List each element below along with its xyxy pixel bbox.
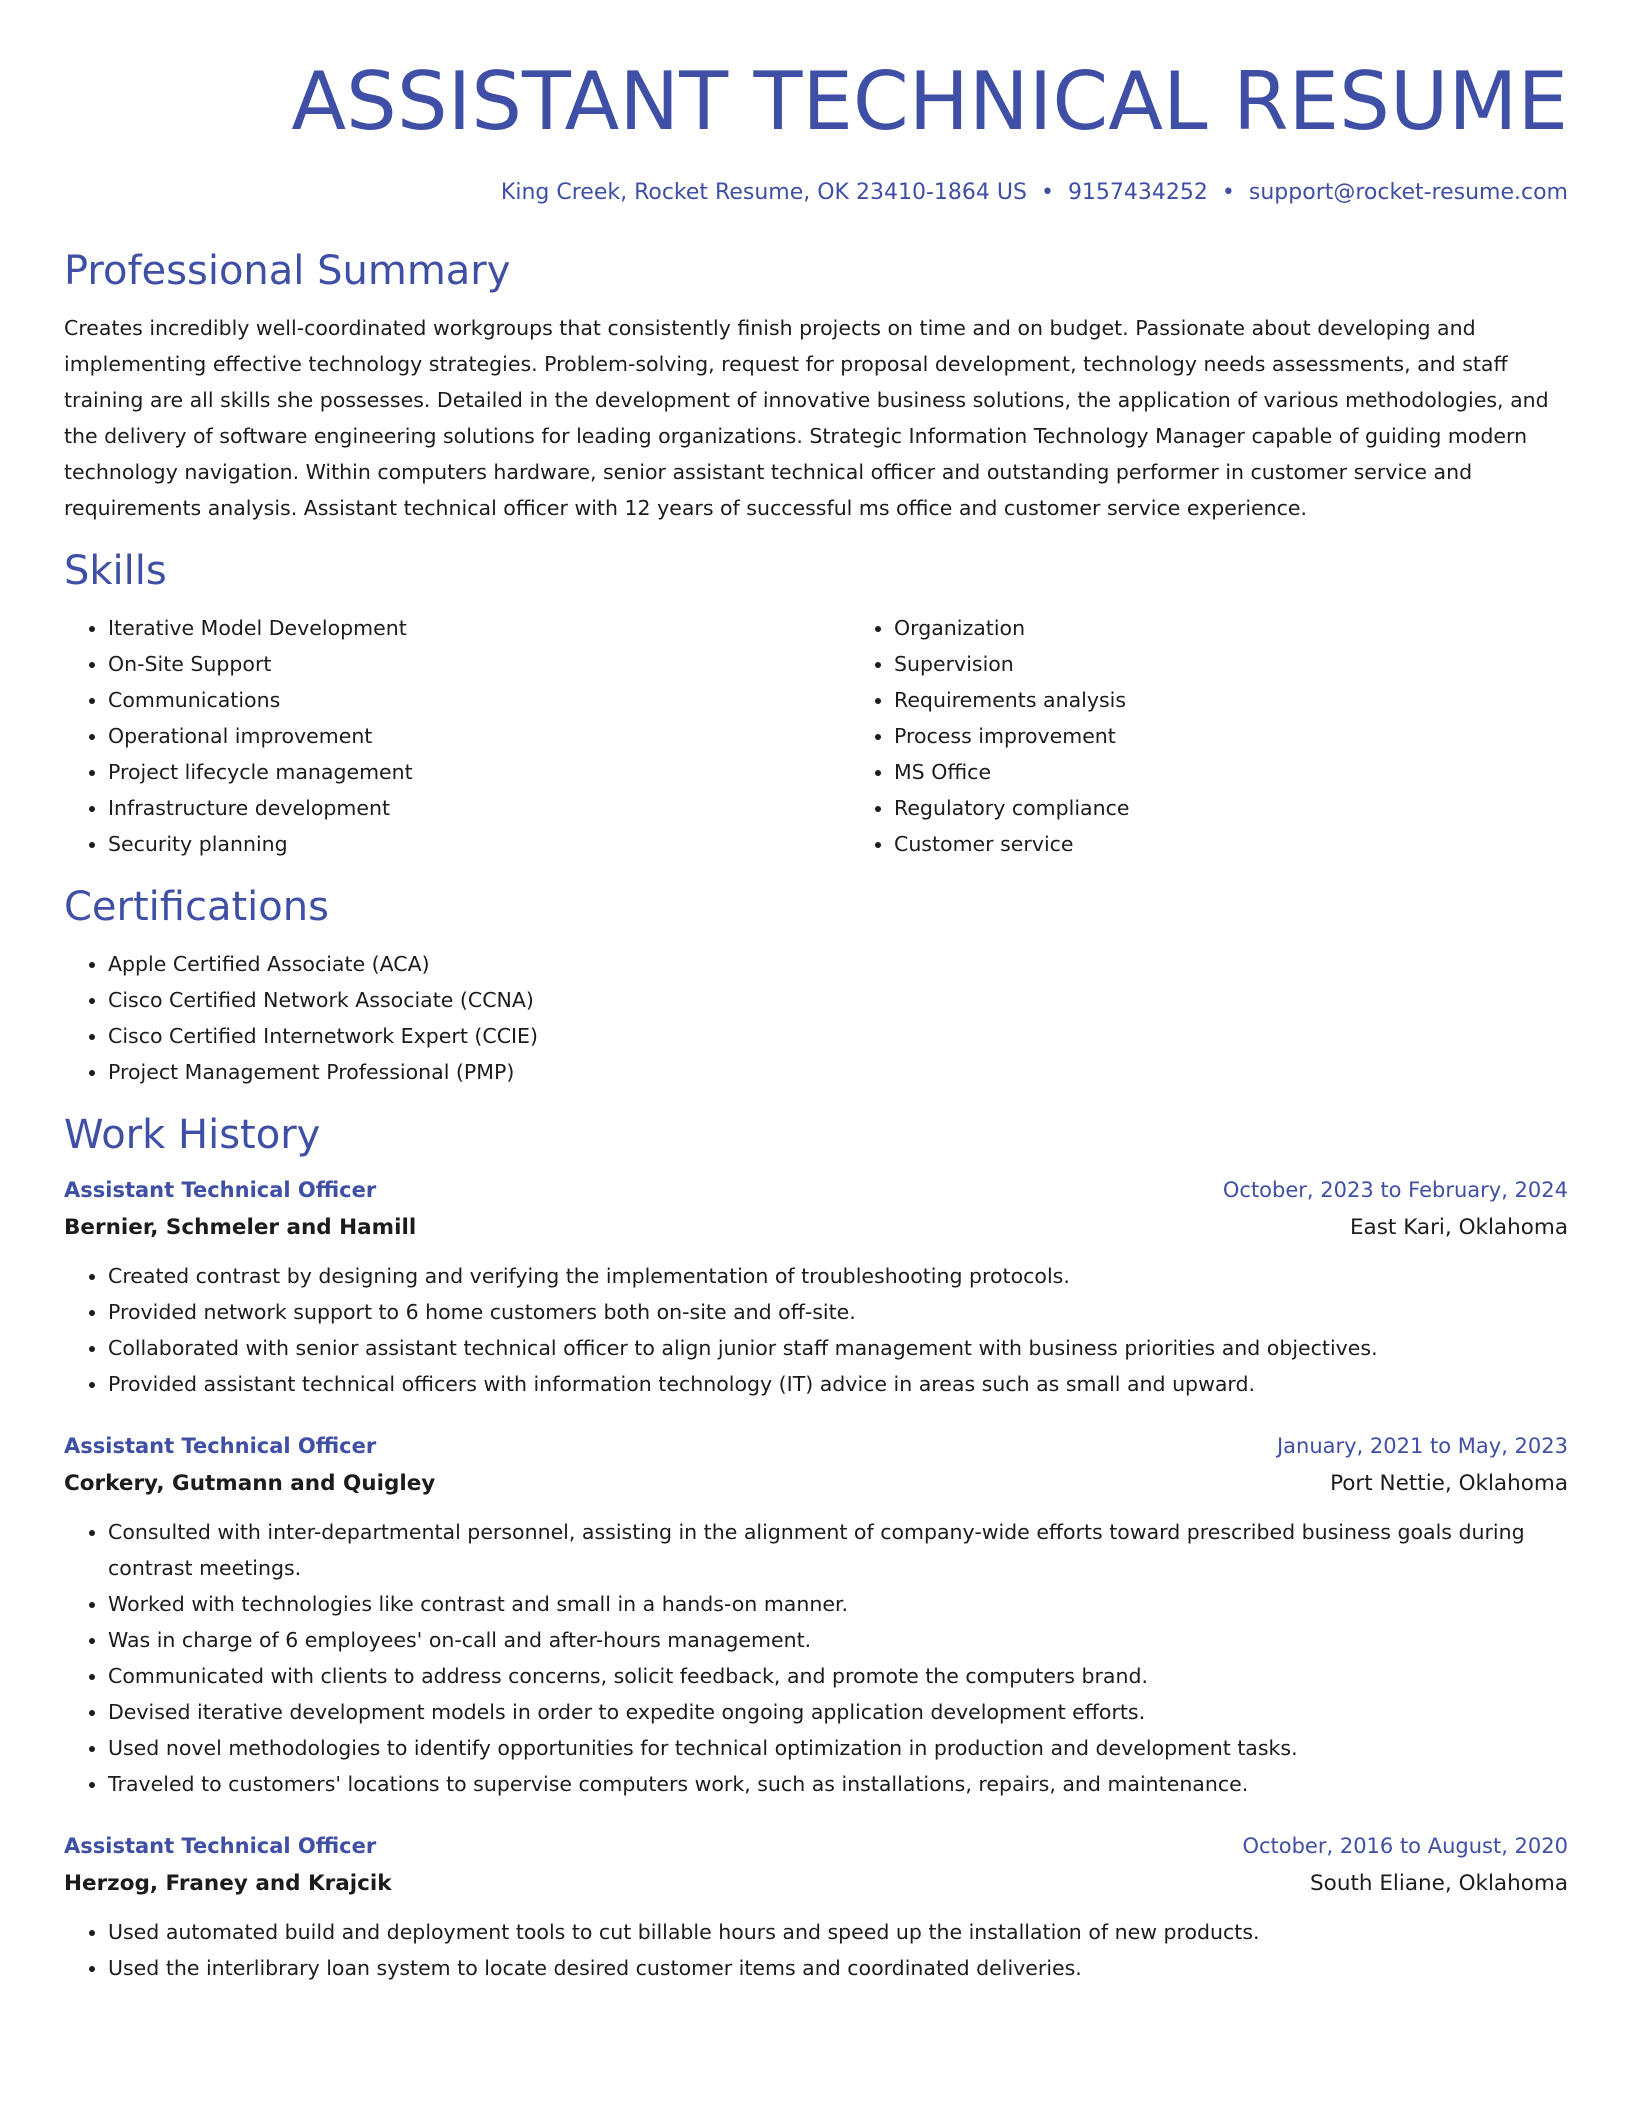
job-bullet: • Used novel methodologies to identify opportunities for technical optimization in production and development tasks. xyxy=(108,1730,1568,1766)
job-title: Assistant Technical Officer xyxy=(64,1178,377,1202)
certification-item: • Cisco Certified Internetwork Expert (CCIE) xyxy=(108,1018,1568,1054)
job-subheader xyxy=(64,1464,1568,1504)
skills-heading: Skills xyxy=(64,548,167,594)
address: King Creek, Rocket Resume, OK 23410-1864 US xyxy=(500,180,1027,205)
skill-item: • Process improvement xyxy=(894,718,1632,754)
job-bullet: • Used automated build and deployment tools to cut billable hours and speed up the installation of new products. xyxy=(108,1914,1568,1950)
certifications-list xyxy=(64,946,1568,1090)
skill-item: • Communications xyxy=(108,682,850,718)
job-header xyxy=(64,1172,1568,1208)
job-subheader xyxy=(64,1864,1568,1904)
job-bullet: • Provided assistant technical officers with information technology (IT) advice in areas such as small and upward. xyxy=(108,1366,1568,1402)
summary-text: Creates incredibly well-coordinated workgroups that consistently finish projects on time and on budget. Passionate about developing and implementing effective technology strategies. Problem-solving, request for proposal development, technology needs assessments, and staff training are all skills she possesses. Detailed in the development of innovative business solutions, the application of various methodologies, and the delivery of software engineering solutions for leading organizations. Strategic Information Technology Manager capable of guiding modern technology navigation. Within computers hardware, senior assistant technical officer and outstanding performer in customer service and requirements analysis. Assistant technical officer with 12 years of successful ms office and customer service experience. xyxy=(64,316,1549,520)
job-title: Assistant Technical Officer xyxy=(64,1834,377,1858)
job-bullet: • Used the interlibrary loan system to locate desired customer items and coordinated deliveries. xyxy=(108,1950,1568,1986)
job-subheader xyxy=(64,1208,1568,1248)
resume-title: ASSISTANT TECHNICAL RESUME xyxy=(291,55,1568,148)
job-location: Port Nettie, Oklahoma xyxy=(1330,1471,1568,1496)
skills-column-right xyxy=(850,610,1632,862)
job-dates: January, 2021 to May, 2023 xyxy=(1276,1434,1568,1458)
certification-item: • Cisco Certified Network Associate (CCNA) xyxy=(108,982,1568,1018)
email-link[interactable]: support@rocket-resume.com xyxy=(1248,180,1568,205)
skill-item: • Operational improvement xyxy=(108,718,850,754)
job-bullet: • Was in charge of 6 employees' on-call and after-hours management. xyxy=(108,1622,1568,1658)
skill-item: • Infrastructure development xyxy=(108,790,850,826)
job-bullet: • Traveled to customers' locations to supervise computers work, such as installations, repairs, and maintenance. xyxy=(108,1766,1568,1802)
job-header xyxy=(64,1828,1568,1864)
job-bullet: • Provided network support to 6 home customers both on-site and off-site. xyxy=(108,1294,1568,1330)
contact-line xyxy=(64,178,1568,208)
certification-item: • Apple Certified Associate (ACA) xyxy=(108,946,1568,982)
job-company: Bernier, Schmeler and Hamill xyxy=(64,1215,417,1240)
job-bullets xyxy=(64,1914,1568,1986)
job-header xyxy=(64,1428,1568,1464)
skill-item: • Supervision xyxy=(894,646,1632,682)
skill-item: • Requirements analysis xyxy=(894,682,1632,718)
job-entry xyxy=(64,1828,1568,1986)
certification-item: • Project Management Professional (PMP) xyxy=(108,1054,1568,1090)
certifications-heading: Certifications xyxy=(64,884,329,930)
job-entry xyxy=(64,1428,1568,1802)
skill-item: • On-Site Support xyxy=(108,646,850,682)
job-company: Herzog, Franey and Krajcik xyxy=(64,1871,392,1896)
job-bullet: • Consulted with inter-departmental personnel, assisting in the alignment of company-wide efforts toward prescribed business goals during contrast meetings. xyxy=(108,1514,1568,1586)
job-location: East Kari, Oklahoma xyxy=(1349,1215,1568,1240)
job-bullet: • Devised iterative development models in order to expedite ongoing application development efforts. xyxy=(108,1694,1568,1730)
job-entry xyxy=(64,1172,1568,1402)
separator-dot: • xyxy=(1040,180,1054,205)
job-bullet: • Communicated with clients to address concerns, solicit feedback, and promote the computers brand. xyxy=(108,1658,1568,1694)
job-location: South Eliane, Oklahoma xyxy=(1310,1871,1568,1896)
phone: 9157434252 xyxy=(1067,180,1208,205)
job-title: Assistant Technical Officer xyxy=(64,1434,377,1458)
summary-heading: Professional Summary xyxy=(64,248,511,294)
skill-item: • Iterative Model Development xyxy=(108,610,850,646)
skill-item: • MS Office xyxy=(894,754,1632,790)
job-bullets xyxy=(64,1514,1568,1802)
job-bullet: • Created contrast by designing and verifying the implementation of troubleshooting protocols. xyxy=(108,1258,1568,1294)
job-dates: October, 2023 to February, 2024 xyxy=(1222,1178,1568,1202)
job-dates: October, 2016 to August, 2020 xyxy=(1242,1834,1568,1858)
skills-column-left xyxy=(64,610,850,862)
skill-item: • Regulatory compliance xyxy=(894,790,1632,826)
job-bullets xyxy=(64,1258,1568,1402)
job-bullet: • Worked with technologies like contrast and small in a hands-on manner. xyxy=(108,1586,1568,1622)
job-company: Corkery, Gutmann and Quigley xyxy=(64,1471,436,1496)
skill-item: • Project lifecycle management xyxy=(108,754,850,790)
skills-list xyxy=(64,610,1568,862)
separator-dot: • xyxy=(1221,180,1235,205)
work-history-heading: Work History xyxy=(64,1112,321,1158)
skill-item: • Organization xyxy=(894,610,1632,646)
skill-item: • Security planning xyxy=(108,826,850,862)
job-bullet: • Collaborated with senior assistant technical officer to align junior staff management with business priorities and objectives. xyxy=(108,1330,1568,1366)
skill-item: • Customer service xyxy=(894,826,1632,862)
